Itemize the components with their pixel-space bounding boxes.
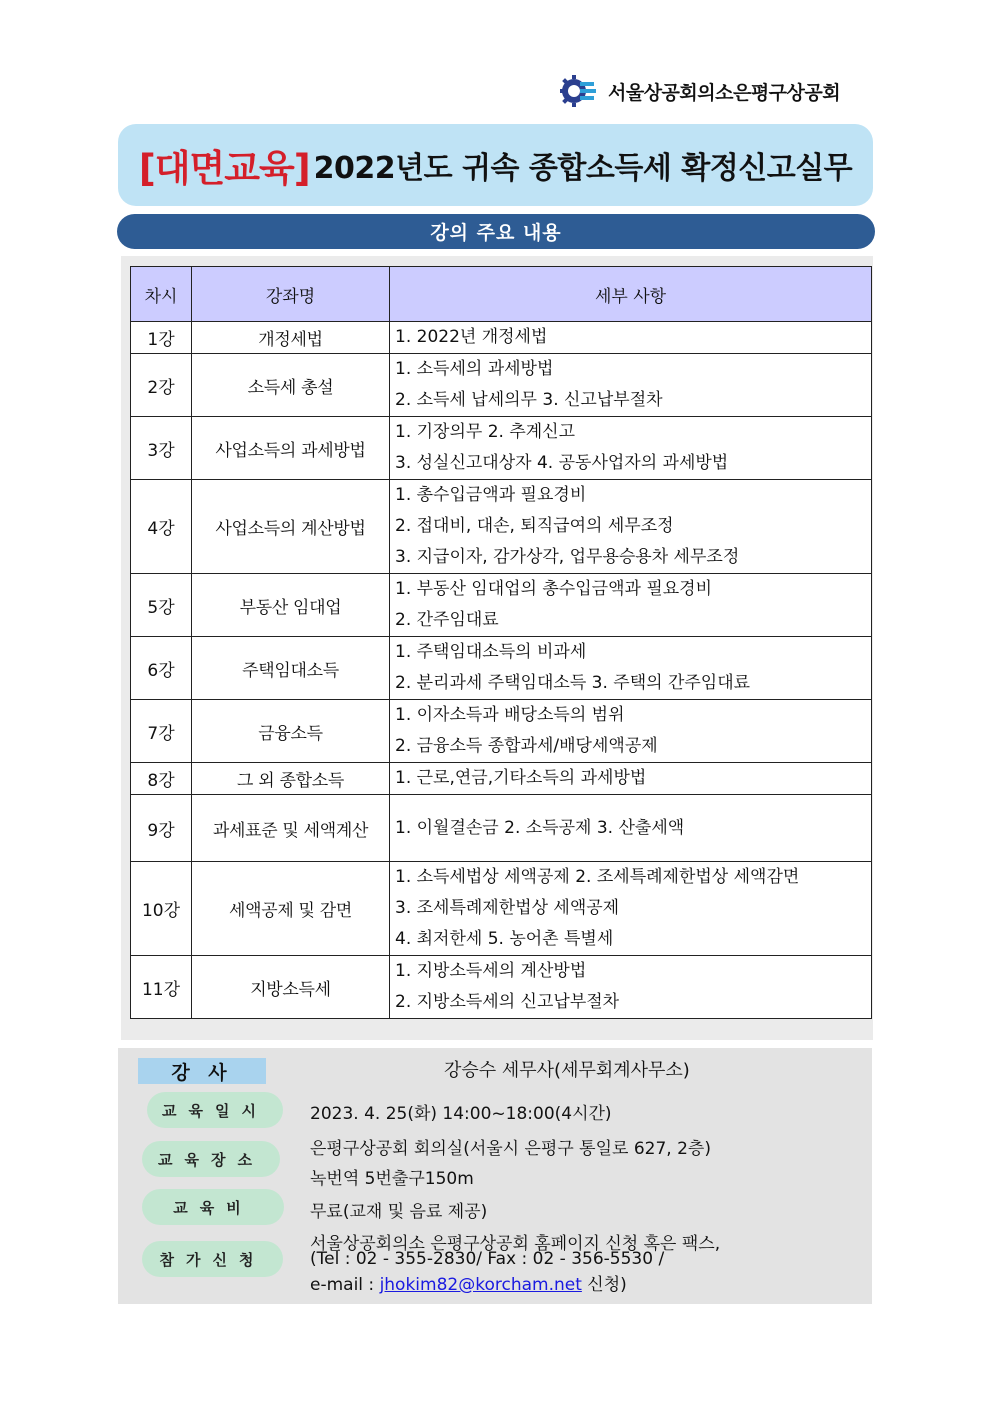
session-number: 7강 <box>131 700 192 763</box>
detail-line: 1. 이월결손금 2. 소득공제 3. 산출세액 <box>395 818 685 838</box>
course-name: 금융소득 <box>192 700 390 763</box>
course-name: 지방소득세 <box>192 956 390 1019</box>
detail-line: 1. 부동산 임대업의 총수입금액과 필요경비 <box>395 579 713 599</box>
session-number: 1강 <box>131 322 192 354</box>
detail-line: 1. 이자소득과 배당소득의 범위 <box>395 705 625 725</box>
detail-line: 1. 소득세법상 세액공제 2. 조세특례제한법상 세액감면 <box>395 867 800 887</box>
detail-line: 4. 최저한세 5. 농어촌 특별세 <box>395 929 614 949</box>
detail-line: 2. 분리과세 주택임대소득 3. 주택의 간주임대료 <box>395 673 751 693</box>
lecture-table <box>130 266 872 1019</box>
course-details <box>390 862 872 956</box>
detail-line: 2. 접대비, 대손, 퇴직급여의 세무조정 <box>395 516 674 536</box>
place-label: 교육장소 <box>142 1141 280 1177</box>
fee-value: 무료(교재 및 음료 제공) <box>310 1202 488 1222</box>
detail-line: 1. 주택임대소득의 비과세 <box>395 642 587 662</box>
course-name: 사업소득의 과세방법 <box>192 417 390 480</box>
detail-line: 2. 간주임대료 <box>395 610 499 630</box>
session-number: 4강 <box>131 480 192 574</box>
course-details <box>390 354 872 417</box>
detail-line: 1. 지방소득세의 계산방법 <box>395 961 587 981</box>
course-name: 세액공제 및 감면 <box>192 862 390 956</box>
instructor-label: 강 사 <box>138 1058 266 1084</box>
apply-suffix: 신청) <box>581 1275 627 1295</box>
apply-method: 서울상공회의소 은평구상공회 홈페이지 신청 혹은 팩스, <box>310 1234 721 1254</box>
course-name: 그 외 종합소득 <box>192 763 390 795</box>
section-heading: 강의 주요 내용 <box>117 214 875 249</box>
apply-email-line <box>310 1270 627 1295</box>
detail-line: 3. 성실신고대상자 4. 공동사업자의 과세방법 <box>395 453 729 473</box>
apply-label: 참가신청 <box>142 1241 283 1277</box>
table-row <box>131 354 872 417</box>
detail-line: 1. 소득세의 과세방법 <box>395 359 554 379</box>
course-details <box>390 574 872 637</box>
table-row <box>131 322 872 354</box>
course-details <box>390 417 872 480</box>
email-prefix: e-mail : <box>310 1275 380 1295</box>
course-name: 사업소득의 계산방법 <box>192 480 390 574</box>
course-details <box>390 637 872 700</box>
gear-icon <box>560 74 600 108</box>
course-name: 소득세 총설 <box>192 354 390 417</box>
session-number: 8강 <box>131 763 192 795</box>
table-row <box>131 417 872 480</box>
title-tag: [대면교육] <box>138 147 310 190</box>
table-row <box>131 480 872 574</box>
course-name: 부동산 임대업 <box>192 574 390 637</box>
table-row <box>131 574 872 637</box>
lecture-table-panel <box>121 256 873 1040</box>
course-name: 주택임대소득 <box>192 637 390 700</box>
detail-line: 2. 지방소득세의 신고납부절차 <box>395 992 620 1012</box>
session-number: 10강 <box>131 862 192 956</box>
table-row <box>131 763 872 795</box>
instructor-name: 강승수 세무사(세무회계사무소) <box>444 1060 690 1081</box>
info-panel <box>118 1048 872 1304</box>
place-directions: 녹번역 5번출구150m <box>310 1169 474 1189</box>
table-row <box>131 862 872 956</box>
table-row <box>131 956 872 1019</box>
page-title: 2022년도 귀속 종합소득세 확정신고실무 <box>313 151 853 186</box>
session-number: 3강 <box>131 417 192 480</box>
header-details: 세부 사항 <box>390 267 872 322</box>
detail-line: 2. 금융소득 종합과세/배당세액공제 <box>395 736 658 756</box>
session-number: 11강 <box>131 956 192 1019</box>
session-number: 9강 <box>131 795 192 862</box>
table-row <box>131 700 872 763</box>
table-header-row <box>131 267 872 322</box>
course-details <box>390 956 872 1019</box>
detail-line: 1. 2022년 개정세법 <box>395 327 548 347</box>
detail-line: 3. 지급이자, 감가상각, 업무용승용차 세무조정 <box>395 547 740 567</box>
header-session: 차시 <box>131 267 192 322</box>
session-number: 5강 <box>131 574 192 637</box>
date-value: 2023. 4. 25(화) 14:00~18:00(4시간) <box>310 1104 612 1124</box>
course-details <box>390 763 872 795</box>
session-number: 2강 <box>131 354 192 417</box>
detail-line: 3. 조세특례제한법상 세액공제 <box>395 898 620 918</box>
course-details <box>390 795 872 862</box>
detail-line: 2. 소득세 납세의무 3. 신고납부절차 <box>395 390 663 410</box>
table-row <box>131 795 872 862</box>
fee-label: 교육비 <box>142 1189 284 1225</box>
place-value: 은평구상공회 회의실(서울시 은평구 통일로 627, 2층) <box>310 1139 711 1159</box>
session-number: 6강 <box>131 637 192 700</box>
date-label: 교육일시 <box>147 1092 283 1128</box>
apply-contact: (Tel : 02 - 355-2830/ Fax : 02 - 356-5530 / <box>310 1249 665 1269</box>
detail-line: 1. 근로,연금,기타소득의 과세방법 <box>395 768 647 788</box>
title-banner <box>118 124 873 206</box>
org-name: 서울상공회의소은평구상공회 <box>608 81 841 104</box>
course-details <box>390 480 872 574</box>
email-link[interactable]: jhokim82@korcham.net <box>379 1275 582 1295</box>
course-name: 과세표준 및 세액계산 <box>192 795 390 862</box>
org-logo <box>560 73 840 109</box>
header-course: 강좌명 <box>192 267 390 322</box>
table-row <box>131 637 872 700</box>
detail-line: 1. 기장의무 2. 추계신고 <box>395 422 576 442</box>
course-details <box>390 322 872 354</box>
detail-line: 1. 총수입금액과 필요경비 <box>395 485 587 505</box>
course-details <box>390 700 872 763</box>
course-name: 개정세법 <box>192 322 390 354</box>
